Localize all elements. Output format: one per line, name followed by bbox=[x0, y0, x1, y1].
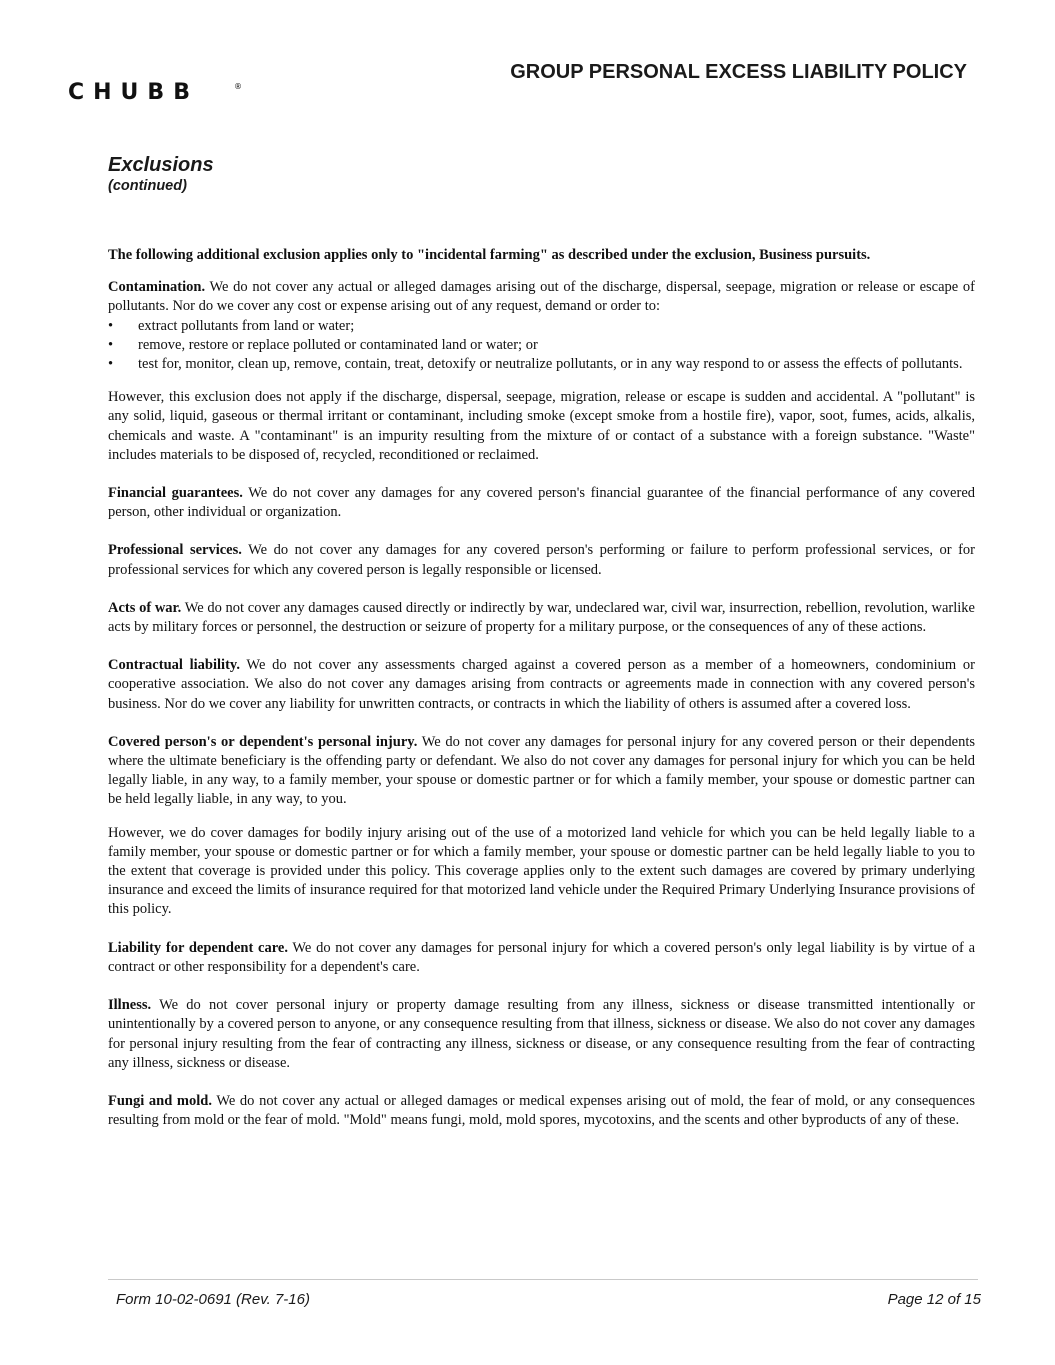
section-heading: Exclusions bbox=[108, 154, 214, 176]
acts-of-war-title: Acts of war. bbox=[108, 599, 182, 616]
acts-of-war-text: We do not cover any damages caused directly or indirectly by war, undeclared war, civil war, insurrection, rebellion, revolution, warlike acts by military forces or personnel, the destruction or seizure of property for a military purpose, or the consequences of any of these actions. bbox=[108, 599, 975, 636]
contamination-text: We do not cover any actual or alleged damages arising out of the discharge, dispersal, seepage, migration or release or escape of pollutants. Nor do we cover any cost or expense arising out of any request, demand or order to: bbox=[108, 279, 975, 315]
dependent-care-title: Liability for dependent care. bbox=[108, 939, 288, 956]
page-number: Page 12 of 15 bbox=[887, 1291, 981, 1308]
intro-paragraph bbox=[108, 246, 975, 265]
personal-injury-however-paragraph: However, we do cover damages for bodily injury arising out of the use of a motorized land vehicle for which you can be held legally liable to a family member, your spouse or domestic partner or for which a family member, your spouse or domestic partner can be held legally liable to you to the extent that coverage is provided under this policy. This coverage applies only to the extent such damages are covered by primary underlying insurance and exceed the limits of insurance required for that motorized land vehicle under the Required Primary Underlying Insurance provisions of this policy. bbox=[108, 824, 975, 918]
fungi-mold-text: We do not cover any actual or alleged damages or medical expenses arising out of mold, the fear of mold, or any consequences resulting from mold or the fear of mold. "Mold" means fungi, mold, mold spores, mycotoxins, and the scents and other byproducts of any of these. bbox=[108, 1092, 975, 1129]
bullet-icon: • bbox=[108, 356, 114, 373]
chubb-logo bbox=[68, 80, 248, 106]
personal-injury-text: We do not cover any damages for personal injury for any covered person or their dependents where the ultimate beneficiary is the offending party or defendant. We also do not cover any damages for personal injury for which you can be held legally liable, in any way, to a family member, your spouse or domestic partner or for which a family member, your spouse or domestic partner can be held legally liable, in any way, to you. bbox=[108, 733, 975, 808]
contractual-liability-paragraph bbox=[108, 656, 975, 714]
illness-title: Illness. bbox=[108, 997, 152, 1014]
dependent-care-text: We do not cover any damages for personal injury for which a covered person's only legal liability is by virtue of a contract or other responsibility for a dependent's care. bbox=[108, 939, 976, 975]
professional-services-text: We do not cover any damages for any covered person's performing or failure to perform professional services, or for professional services for which any covered person is legally responsible or licensed. bbox=[108, 542, 975, 578]
contamination-list bbox=[108, 317, 975, 375]
list-item bbox=[108, 317, 975, 336]
contractual-liability-text: We do not cover any assessments charged against a covered person as a member of a homeowners, condominium or cooperative association. We also do not cover any damages arising from contracts or agreements made in connection with any covered person's business. Nor do we cover any liability for unwritten contracts, or contracts in which the liability of others is assumed after a covered loss. bbox=[108, 657, 975, 712]
registered-mark: ® bbox=[234, 82, 242, 91]
bullet-icon: • bbox=[108, 336, 114, 353]
financial-guarantees-paragraph bbox=[108, 484, 975, 522]
financial-guarantees-text: We do not cover any damages for any covered person's financial guarantee of the financial performance of any covered person, other individual or organization. bbox=[108, 485, 976, 521]
bullet-icon: • bbox=[108, 317, 114, 334]
contamination-however-paragraph: However, this exclusion does not apply if the discharge, dispersal, seepage, migration, release or escape is sudden and accidental. A "pollutant" is any solid, liquid, gaseous or thermal irritant or contaminant, including smoke (except smoke from a hostile fire), vapor, soot, fumes, acids, alkalis, chemicals and waste. A "contaminant" is an impurity resulting from the mixture of or contact of a substance with a foreign substance. "Waste" includes materials to be disposed of, recycled, reconditioned or reclaimed. bbox=[108, 389, 975, 463]
fungi-mold-title: Fungi and mold. bbox=[108, 1092, 212, 1109]
section-subheading: (continued) bbox=[108, 178, 187, 194]
contamination-paragraph bbox=[108, 278, 975, 316]
contamination-title: Contamination. bbox=[108, 279, 206, 296]
list-item-text: test for, monitor, clean up, remove, contain, treat, detoxify or neutralize pollutants, or in any way respond to or assess the effects of pollutants. bbox=[138, 356, 963, 373]
footer-divider bbox=[108, 1279, 978, 1280]
illness-paragraph bbox=[108, 996, 975, 1073]
contractual-liability-title: Contractual liability. bbox=[108, 657, 240, 674]
illness-text: We do not cover personal injury or property damage resulting from any illness, sickness or disease transmitted intentionally or unintentionally by a covered person to anyone, or any consequence resulting from that illness, sickness or disease. We also do not cover any damages for personal injury resulting from the fear of contracting any illness, sickness or disease, or any consequence resulting from the fear of contracting any illness, sickness or disease. bbox=[108, 997, 975, 1071]
financial-guarantees-title: Financial guarantees. bbox=[108, 485, 243, 502]
logo-wordmark: CHUBB bbox=[68, 80, 199, 105]
acts-of-war-paragraph bbox=[108, 599, 975, 637]
professional-services-paragraph bbox=[108, 541, 975, 579]
personal-injury-title: Covered person's or dependent's personal injury. bbox=[108, 733, 418, 750]
professional-services-title: Professional services. bbox=[108, 542, 242, 559]
fungi-mold-paragraph bbox=[108, 1092, 975, 1130]
list-item bbox=[108, 355, 975, 374]
document-body bbox=[108, 246, 975, 1144]
dependent-care-paragraph bbox=[108, 939, 975, 977]
list-item bbox=[108, 336, 975, 355]
list-item-text: extract pollutants from land or water; bbox=[138, 317, 355, 334]
personal-injury-paragraph bbox=[108, 733, 975, 810]
policy-title: GROUP PERSONAL EXCESS LIABILITY POLICY bbox=[510, 61, 967, 83]
list-item-text: remove, restore or replace polluted or contaminated land or water; or bbox=[138, 336, 538, 353]
intro-text: The following additional exclusion applies only to "incidental farming" as described under the exclusion, Business pursuits. bbox=[108, 247, 871, 263]
form-number: Form 10-02-0691 (Rev. 7-16) bbox=[116, 1291, 310, 1308]
